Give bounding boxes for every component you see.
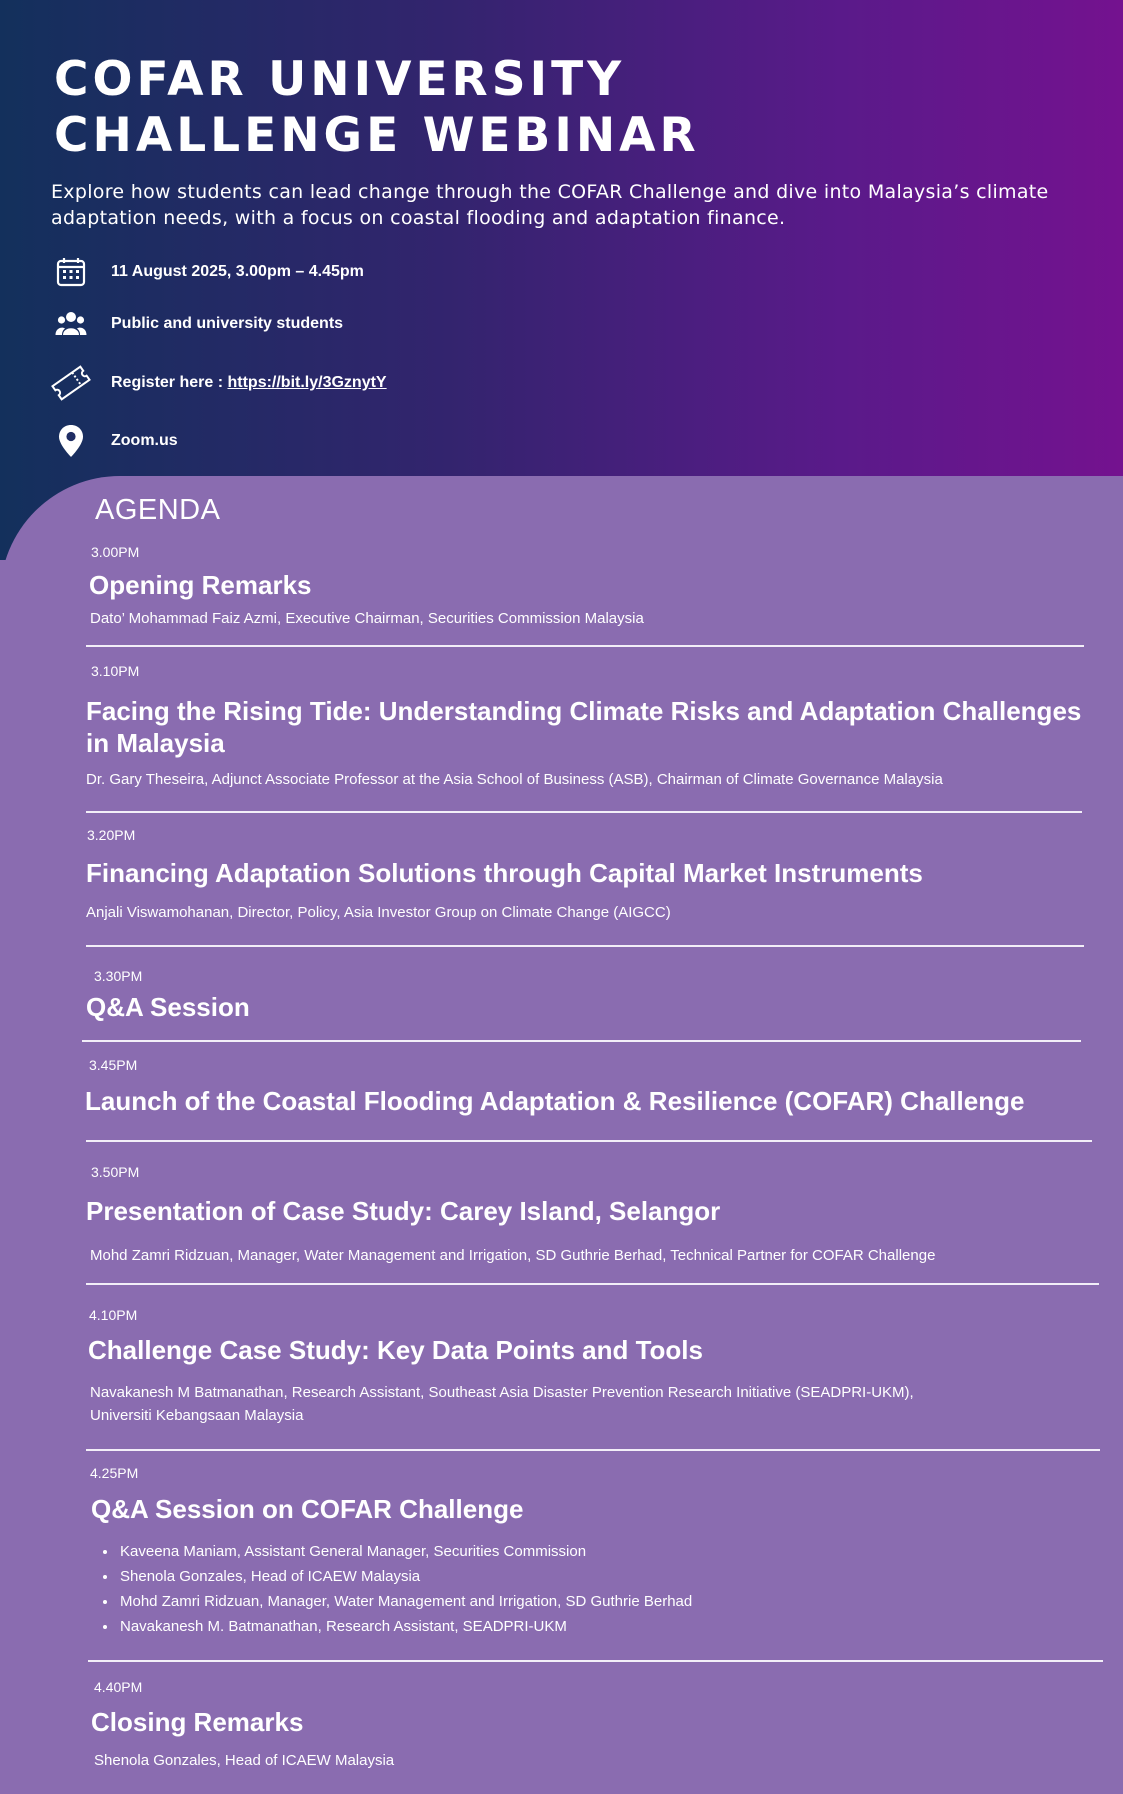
agenda-divider: [86, 1140, 1092, 1142]
info-platform-row: [50, 420, 178, 462]
agenda-divider: [82, 1040, 1081, 1042]
ticket-icon: [50, 362, 92, 404]
agenda-time: 4.10PM: [89, 1307, 138, 1323]
agenda-time: 3.30PM: [94, 968, 143, 984]
agenda-time: 4.25PM: [90, 1465, 139, 1481]
list-item: • Shenola Gonzales, Head of ICAEW Malaysia: [118, 1564, 692, 1589]
agenda-item-title: Launch of the Coastal Flooding Adaptation & Resilience (COFAR) Challenge: [85, 1086, 1025, 1116]
agenda-item-title: Opening Remarks: [89, 570, 312, 600]
agenda-time: 3.45PM: [89, 1057, 138, 1073]
agenda-time: 3.20PM: [87, 827, 136, 843]
agenda-divider: [86, 645, 1084, 647]
agenda-speaker: Dr. Gary Theseira, Adjunct Associate Professor at the Asia School of Business (ASB), Chairman of Climate Governance Malaysia: [86, 771, 943, 788]
register-label: Register here :: [111, 374, 228, 391]
agenda-heading: AGENDA: [95, 494, 221, 526]
event-date: 11 August 2025, 3.00pm – 4.45pm: [111, 263, 364, 280]
location-pin-icon: [50, 420, 92, 462]
agenda-speaker-line-2: Universiti Kebangsaan Malaysia: [90, 1407, 304, 1424]
event-platform: Zoom.us: [111, 432, 178, 449]
register-link[interactable]: https://bit.ly/3GznytY: [227, 374, 387, 391]
list-item: • Mohd Zamri Ridzuan, Manager, Water Management and Irrigation, SD Guthrie Berhad: [118, 1589, 692, 1614]
agenda-item-title: Challenge Case Study: Key Data Points and Tools: [88, 1335, 703, 1365]
agenda-item-title-line-2: in Malaysia: [86, 728, 225, 758]
agenda-divider: [86, 1449, 1100, 1451]
agenda-item-title: Q&A Session: [86, 992, 250, 1022]
page-title: [54, 52, 700, 164]
info-register-row: [50, 362, 387, 404]
calendar-icon: [50, 251, 92, 293]
info-audience-row: [50, 303, 344, 345]
agenda-divider: [88, 1660, 1103, 1662]
list-item: • Kaveena Maniam, Assistant General Manager, Securities Commission: [118, 1539, 692, 1564]
agenda-time: 3.50PM: [91, 1164, 140, 1180]
agenda-divider: [86, 945, 1084, 947]
agenda-speaker: Anjali Viswamohanan, Director, Policy, Asia Investor Group on Climate Change (AIGCC): [86, 904, 671, 921]
info-date-row: [50, 251, 364, 293]
group-icon: [50, 303, 92, 345]
agenda-speaker: Shenola Gonzales, Head of ICAEW Malaysia: [94, 1752, 395, 1769]
agenda-item-title: Q&A Session on COFAR Challenge: [91, 1494, 524, 1524]
list-item: • Navakanesh M. Batmanathan, Research Assistant, SEADPRI-UKM: [118, 1614, 692, 1639]
register-text: [111, 374, 387, 392]
agenda-item-title: [86, 695, 1081, 759]
agenda-divider: [86, 1283, 1099, 1285]
event-audience: Public and university students: [111, 315, 344, 332]
agenda-speaker: Mohd Zamri Ridzuan, Manager, Water Management and Irrigation, SD Guthrie Berhad, Technical Partner for COFAR Challenge: [90, 1247, 936, 1264]
agenda-item-title: Closing Remarks: [91, 1707, 304, 1737]
agenda-speaker: [90, 1381, 914, 1427]
agenda-speaker-line-1: Navakanesh M Batmanathan, Research Assistant, Southeast Asia Disaster Prevention Research Initiative (SEADPRI-UKM),: [90, 1384, 914, 1401]
agenda-speaker-list: [93, 1539, 692, 1639]
agenda-item-title: Presentation of Case Study: Carey Island, Selangor: [86, 1196, 721, 1226]
agenda-item-title-line-1: Facing the Rising Tide: Understanding Climate Risks and Adaptation Challenges: [86, 696, 1082, 726]
title-line-1: COFAR UNIVERSITY: [54, 52, 626, 107]
title-line-2: CHALLENGE WEBINAR: [54, 108, 700, 163]
agenda-item-title: Financing Adaptation Solutions through Capital Market Instruments: [86, 858, 923, 888]
agenda-divider: [86, 811, 1082, 813]
agenda-time: 3.00PM: [91, 544, 140, 560]
agenda-time: 3.10PM: [91, 663, 140, 679]
agenda-speaker: Dato’ Mohammad Faiz Azmi, Executive Chairman, Securities Commission Malaysia: [90, 610, 644, 627]
agenda-time: 4.40PM: [94, 1679, 143, 1695]
event-description: Explore how students can lead change through the COFAR Challenge and dive into Malaysia’s climate adaptation needs, with a focus on coastal flooding and adaptation finance.: [51, 181, 1049, 229]
